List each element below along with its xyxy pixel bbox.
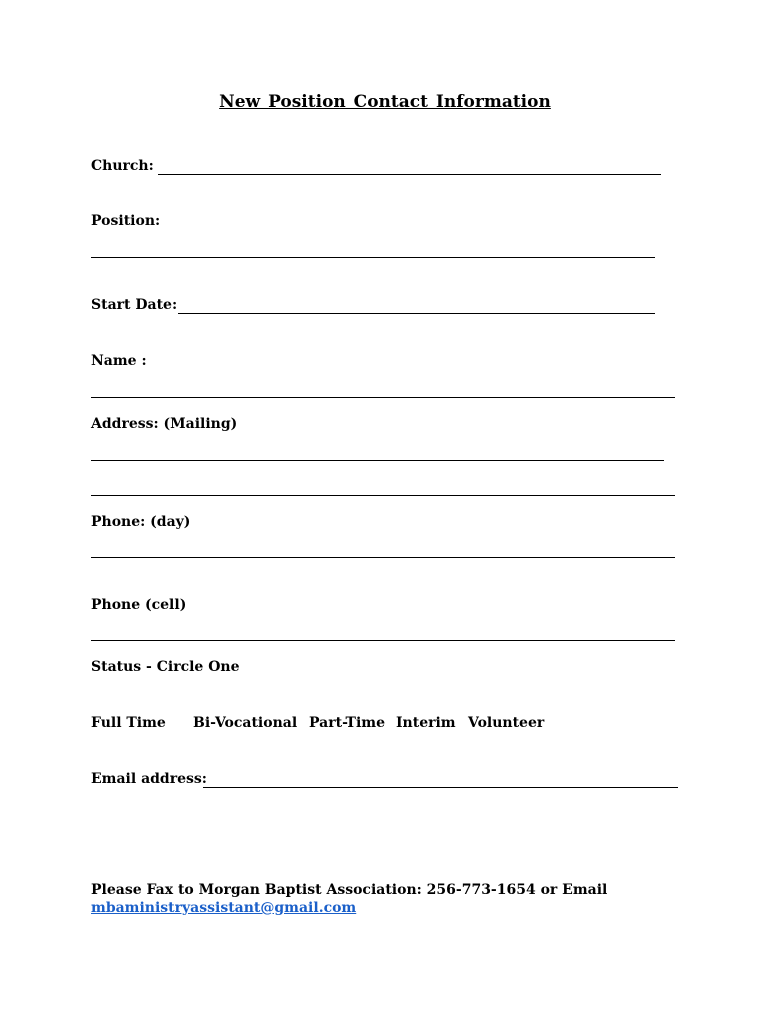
footer-instructions — [91, 881, 607, 917]
page-title: New Position Contact Information — [219, 92, 551, 112]
church-field-line[interactable] — [158, 174, 661, 175]
email-link[interactable]: mbaministryassistant@gmail.com — [91, 900, 357, 916]
status-label: Status - Circle One — [91, 659, 240, 675]
position-label: Position: — [91, 213, 161, 229]
start-date-field-line[interactable] — [178, 313, 655, 314]
status-option-volunteer[interactable]: Volunteer — [468, 715, 545, 731]
email-field-line[interactable] — [203, 787, 678, 788]
status-option-bi-vocational[interactable]: Bi-Vocational — [193, 715, 298, 731]
address-field-line-2[interactable] — [91, 495, 675, 496]
status-option-full-time[interactable]: Full Time — [91, 715, 166, 731]
phone-cell-field-line[interactable] — [91, 640, 675, 641]
status-option-part-time[interactable]: Part-Time — [309, 715, 386, 731]
phone-day-field-line[interactable] — [91, 557, 675, 558]
position-field-line[interactable] — [91, 257, 655, 258]
address-label: Address: (Mailing) — [91, 416, 238, 432]
email-label: Email address: — [91, 771, 207, 787]
phone-cell-label: Phone (cell) — [91, 597, 187, 613]
footer-text: Please Fax to Morgan Baptist Association: 256-773-1654 or Email — [91, 882, 608, 898]
address-field-line-1[interactable] — [91, 460, 664, 461]
phone-day-label: Phone: (day) — [91, 514, 191, 530]
name-label: Name : — [91, 353, 147, 369]
church-label: Church: — [91, 158, 154, 174]
start-date-label: Start Date: — [91, 297, 178, 313]
name-field-line[interactable] — [91, 397, 675, 398]
status-option-interim[interactable]: Interim — [396, 715, 456, 731]
